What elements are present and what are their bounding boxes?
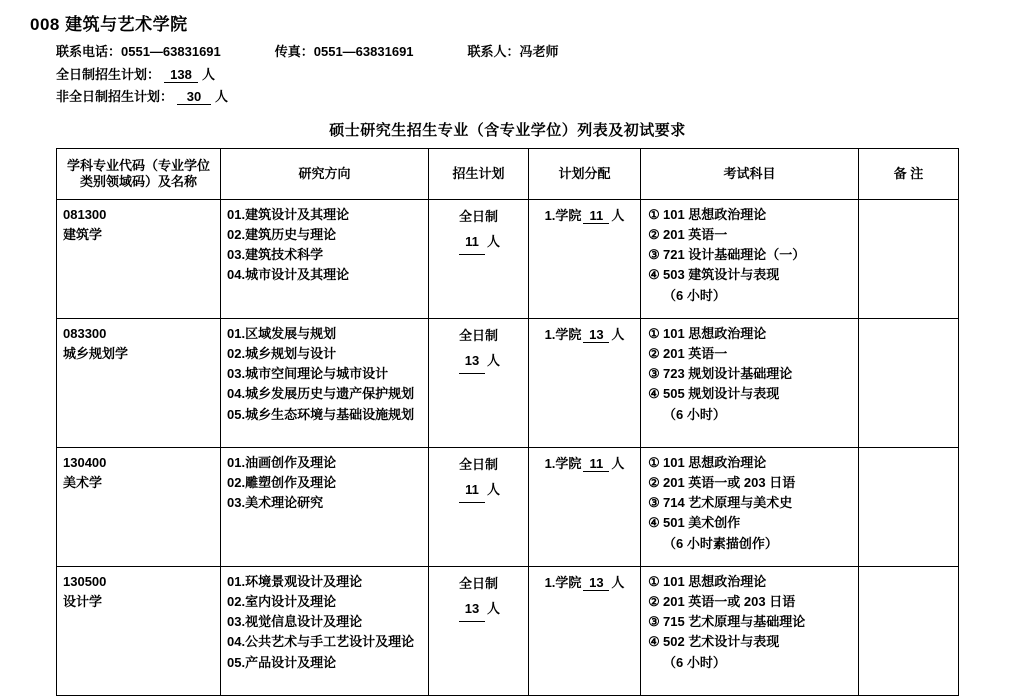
subject-marker: ① — [648, 207, 660, 222]
column-header-code-line2: 类别领域码）及名称 — [79, 174, 197, 189]
cell-code — [57, 448, 221, 567]
direction-item: 02.雕塑创作及理论 — [227, 475, 337, 491]
table-row — [57, 200, 959, 319]
direction-item: 02.城乡规划与设计 — [227, 346, 337, 362]
subject-line — [647, 265, 852, 285]
fulltime-plan-row — [56, 64, 989, 83]
parttime-plan-unit: 人 — [215, 89, 229, 104]
cell-plan — [429, 200, 529, 319]
major-code: 130400 — [63, 455, 107, 470]
subject-text: 721 设计基础理论（一） — [663, 247, 806, 263]
table-body — [57, 200, 959, 696]
subject-text: 201 英语一 — [663, 227, 728, 243]
direction-item: 05.产品设计及理论 — [227, 654, 337, 670]
subject-text: 501 美术创作 — [663, 515, 741, 531]
plan-mode: 全日制 — [458, 209, 498, 224]
plan-value: 11 — [459, 478, 485, 504]
allocation-prefix: 1.学院 — [544, 456, 582, 471]
subject-text: 503 建筑设计与表现 — [663, 267, 780, 283]
major-name: 建筑学 — [63, 227, 103, 243]
subject-line — [647, 344, 852, 364]
major-code: 130500 — [63, 574, 107, 589]
contact-row — [56, 41, 989, 60]
subject-text: （6 小时） — [663, 654, 726, 670]
subject-line — [647, 592, 852, 612]
subject-line — [647, 534, 852, 554]
cell-note — [859, 200, 959, 319]
direction-item: 01.建筑设计及其理论 — [227, 207, 350, 222]
direction-item: 02.室内设计及理论 — [227, 594, 337, 610]
cell-directions — [221, 567, 429, 696]
subject-marker: ③ — [648, 614, 660, 630]
subject-marker: ③ — [648, 247, 660, 263]
subject-text: 715 艺术原理与基础理论 — [663, 614, 806, 630]
allocation-unit: 人 — [611, 327, 625, 342]
fulltime-plan-value: 138 — [164, 67, 198, 83]
cell-directions — [221, 200, 429, 319]
direction-item: 01.油画创作及理论 — [227, 455, 337, 470]
contact-phone: 联系电话：0551—63831691 — [56, 44, 221, 59]
cell-plan — [429, 319, 529, 448]
subject-marker: ② — [648, 594, 660, 610]
column-header-code — [57, 149, 221, 200]
contact-person: 联系人：冯老师 — [467, 44, 559, 59]
subject-marker: ④ — [648, 386, 660, 402]
allocation-value: 13 — [583, 575, 609, 591]
cell-code — [57, 319, 221, 448]
major-name: 设计学 — [63, 594, 103, 610]
cell-note — [859, 448, 959, 567]
cell-note — [859, 319, 959, 448]
subject-text: 502 艺术设计与表现 — [663, 634, 780, 650]
subject-text: （6 小时） — [663, 287, 726, 303]
allocation-value: 11 — [583, 208, 609, 224]
major-name: 美术学 — [63, 475, 103, 491]
subject-line — [647, 493, 852, 513]
subject-line — [647, 653, 852, 673]
allocation-prefix: 1.学院 — [544, 575, 582, 590]
cell-code — [57, 567, 221, 696]
column-header-code-line1: 学科专业代码（专业学位 — [66, 157, 210, 173]
cell-note — [859, 567, 959, 696]
subject-text: （6 小时素描创作） — [663, 535, 778, 551]
subject-text: 101 思想政治理论 — [663, 326, 767, 341]
subject-text: 201 英语一 — [663, 346, 728, 362]
subject-text: 101 思想政治理论 — [663, 207, 767, 222]
subject-marker: ① — [648, 574, 660, 589]
allocation-prefix: 1.学院 — [544, 208, 582, 223]
contact-fax: 传真：0551—63831691 — [274, 44, 414, 59]
plan-mode: 全日制 — [458, 576, 498, 591]
direction-item: 04.公共艺术与手工艺设计及理论 — [227, 634, 415, 650]
subject-line — [647, 245, 852, 265]
plan-unit: 人 — [486, 600, 500, 616]
cell-allocation — [529, 200, 641, 319]
subject-line — [647, 632, 852, 652]
subject-line — [647, 286, 852, 306]
subject-line — [647, 572, 852, 592]
column-header-subjects: 考试科目 — [641, 149, 859, 200]
column-header-direction: 研究方向 — [221, 149, 429, 200]
subject-text: （6 小时） — [663, 406, 726, 422]
table-row — [57, 448, 959, 567]
subject-line — [647, 384, 852, 404]
column-header-allocation: 计划分配 — [529, 149, 641, 200]
cell-plan — [429, 448, 529, 567]
major-code: 083300 — [63, 326, 107, 341]
cell-subjects — [641, 567, 859, 696]
subject-marker: ④ — [648, 267, 660, 283]
direction-item: 04.城乡发展历史与遗产保护规划 — [227, 386, 415, 402]
major-code: 081300 — [63, 207, 107, 222]
cell-allocation — [529, 567, 641, 696]
subject-line — [647, 513, 852, 533]
direction-item: 03.美术理论研究 — [227, 495, 324, 511]
subject-text: 201 英语一或 203 日语 — [663, 475, 796, 491]
subject-marker: ② — [648, 346, 660, 362]
plan-value: 11 — [459, 230, 485, 256]
subject-marker: ④ — [648, 515, 660, 531]
majors-table — [56, 148, 959, 696]
table-row — [57, 567, 959, 696]
subject-marker: ④ — [648, 634, 660, 650]
direction-item: 05.城乡生态环境与基础设施规划 — [227, 406, 415, 422]
subject-text: 101 思想政治理论 — [663, 574, 767, 589]
cell-directions — [221, 448, 429, 567]
table-header-row — [57, 149, 959, 200]
cell-directions — [221, 319, 429, 448]
allocation-unit: 人 — [611, 456, 625, 471]
allocation-unit: 人 — [611, 575, 625, 590]
cell-subjects — [641, 200, 859, 319]
subject-line — [647, 205, 852, 225]
cell-subjects — [641, 448, 859, 567]
direction-item: 04.城市设计及其理论 — [227, 267, 350, 283]
cell-subjects — [641, 319, 859, 448]
page-title: 008 建筑与艺术学院 — [30, 15, 188, 34]
fulltime-plan-label: 全日制招生计划： — [56, 67, 161, 82]
column-header-plan: 招生计划 — [429, 149, 529, 200]
direction-item: 03.建筑技术科学 — [227, 247, 324, 263]
plan-unit: 人 — [486, 352, 500, 368]
subject-line — [647, 405, 852, 425]
fulltime-plan-unit: 人 — [202, 67, 216, 82]
subject-marker: ② — [648, 475, 660, 491]
table-title: 硕士研究生招生专业（含专业学位）列表及初试要求 — [329, 122, 686, 139]
plan-unit: 人 — [486, 233, 500, 249]
plan-value: 13 — [459, 349, 485, 375]
allocation-value: 11 — [583, 456, 609, 472]
subject-marker: ③ — [648, 366, 660, 382]
plan-mode: 全日制 — [458, 328, 498, 343]
subject-marker: ① — [648, 326, 660, 341]
direction-item: 03.视觉信息设计及理论 — [227, 614, 363, 630]
subject-line — [647, 473, 852, 493]
subject-text: 101 思想政治理论 — [663, 455, 767, 470]
subject-line — [647, 453, 852, 473]
subject-marker: ③ — [648, 495, 660, 511]
subject-text: 723 规划设计基础理论 — [663, 366, 793, 382]
cell-allocation — [529, 448, 641, 567]
direction-item: 02.建筑历史与理论 — [227, 227, 337, 243]
subject-line — [647, 612, 852, 632]
subject-marker: ② — [648, 227, 660, 243]
allocation-value: 13 — [583, 327, 609, 343]
allocation-unit: 人 — [611, 208, 625, 223]
plan-value: 13 — [459, 597, 485, 623]
allocation-prefix: 1.学院 — [544, 327, 582, 342]
table-row — [57, 319, 959, 448]
subject-line — [647, 225, 852, 245]
parttime-plan-value: 30 — [177, 89, 211, 105]
column-header-note: 备 注 — [859, 149, 959, 200]
cell-allocation — [529, 319, 641, 448]
subject-text: 714 艺术原理与美术史 — [663, 495, 793, 511]
plan-mode: 全日制 — [458, 457, 498, 472]
cell-plan — [429, 567, 529, 696]
cell-code — [57, 200, 221, 319]
subject-line — [647, 364, 852, 384]
direction-item: 03.城市空间理论与城市设计 — [227, 366, 389, 382]
subject-text: 201 英语一或 203 日语 — [663, 594, 796, 610]
subject-marker: ① — [648, 455, 660, 470]
subject-line — [647, 324, 852, 344]
direction-item: 01.区域发展与规划 — [227, 326, 337, 341]
plan-unit: 人 — [486, 481, 500, 497]
subject-text: 505 规划设计与表现 — [663, 386, 780, 402]
parttime-plan-row — [56, 86, 989, 105]
direction-item: 01.环境景观设计及理论 — [227, 574, 363, 589]
major-name: 城乡规划学 — [63, 346, 129, 362]
parttime-plan-label: 非全日制招生计划： — [56, 89, 174, 104]
